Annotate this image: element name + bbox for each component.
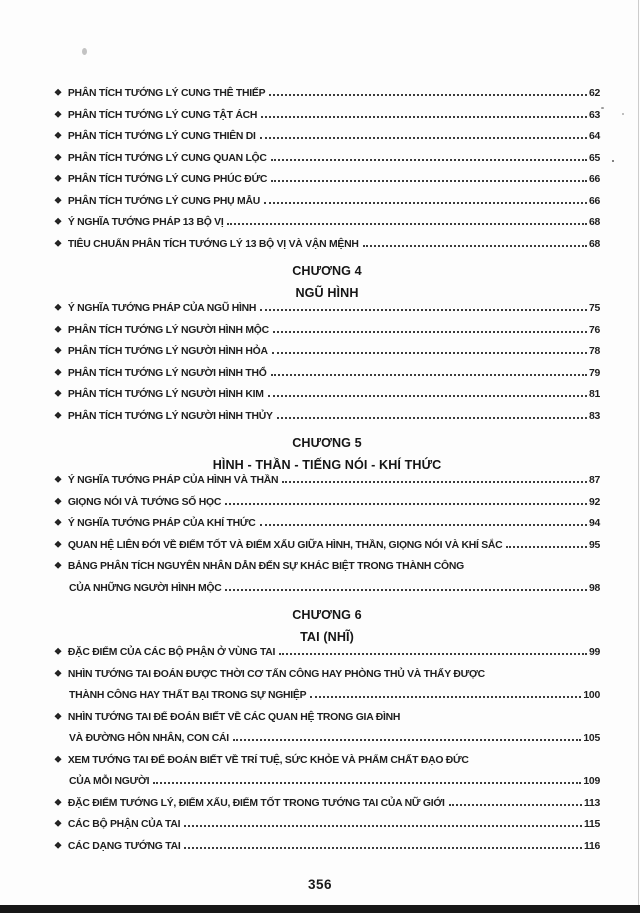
toc-page-number: 94: [588, 518, 600, 529]
toc-entry-label: PHÂN TÍCH TƯỚNG LÝ CUNG THÊ THIẾP: [67, 88, 266, 99]
chapter-heading: CHƯƠNG 5: [292, 436, 362, 450]
dotted-leader: [225, 503, 587, 505]
chapter-heading: CHƯƠNG 4: [292, 264, 362, 278]
toc-entry-line: [54, 389, 600, 411]
toc-page-number: 76: [588, 324, 600, 336]
toc-entry-label: CÁC BỘ PHẬN CỦA TAI: [67, 819, 181, 830]
toc-entry-line: [54, 110, 600, 132]
toc-entry-label: CỦA MỖI NGƯỜI: [69, 776, 150, 787]
toc-page-number: 81: [588, 389, 600, 400]
dotted-leader: [271, 180, 587, 182]
dotted-leader: [260, 524, 587, 526]
dotted-leader: [282, 481, 587, 483]
toc-page-number: 66: [588, 195, 600, 207]
diamond-bullet-icon: ❖: [54, 410, 62, 420]
dotted-leader: [271, 159, 587, 161]
toc-entry-line: [54, 540, 600, 562]
toc-page-number: 109: [583, 776, 600, 787]
toc-page-number: 65: [588, 152, 600, 164]
toc-entry-line: [54, 497, 600, 519]
diamond-bullet-icon: ❖: [54, 345, 62, 356]
toc-page-number: 116: [583, 840, 600, 852]
toc-page-number: 79: [588, 367, 600, 379]
dotted-leader: [277, 417, 587, 419]
toc-page-number: 64: [588, 131, 600, 142]
diamond-bullet-icon: ❖: [54, 496, 62, 506]
toc-page-number: 100: [583, 690, 600, 701]
dotted-leader: [269, 94, 587, 96]
toc-entry-line: [54, 712, 600, 734]
toc-entry-line: [54, 196, 600, 218]
toc-entry-label: PHÂN TÍCH TƯỚNG LÝ CUNG PHỤ MẪU: [67, 195, 260, 207]
diamond-bullet-icon: ❖: [54, 238, 62, 248]
toc-page-number: 63: [588, 109, 600, 121]
dotted-leader: [310, 696, 581, 698]
toc-entry-line: [54, 690, 600, 712]
toc-page-number: 75: [588, 303, 600, 314]
toc-entry-line: [54, 583, 600, 605]
dotted-leader: [225, 589, 586, 591]
dotted-leader: [260, 137, 587, 139]
scan-artifact: [601, 107, 604, 109]
toc-entry-label: PHÂN TÍCH TƯỚNG LÝ CUNG PHÚC ĐỨC: [67, 174, 268, 185]
toc-entry-label: PHÂN TÍCH TƯỚNG LÝ NGƯỜI HÌNH KIM: [67, 389, 264, 400]
toc-entry-label: PHÂN TÍCH TƯỚNG LÝ NGƯỜI HÌNH MỘC: [67, 324, 269, 336]
toc-entry-line: [54, 475, 600, 497]
diamond-bullet-icon: ❖: [54, 539, 62, 549]
scan-edge-band: [0, 905, 640, 913]
toc-entry-line: [54, 411, 600, 433]
toc-page-number: 115: [583, 819, 600, 830]
toc-page-number: 92: [588, 496, 600, 508]
dotted-leader: [363, 245, 587, 247]
toc-entry-line: [54, 303, 600, 325]
toc-entry-line: [54, 346, 600, 368]
chapter-subtitle: HÌNH - THẦN - TIẾNG NÓI - KHÍ THỨC: [212, 457, 442, 472]
toc-entry-line: [54, 755, 600, 777]
toc-entry-line: [54, 153, 600, 175]
toc-entry-label: Ý NGHĨA TƯỚNG PHÁP CỦA NGŨ HÌNH: [67, 303, 257, 314]
toc-entry-label: PHÂN TÍCH TƯỚNG LÝ CUNG QUAN LỘC: [67, 152, 267, 164]
diamond-bullet-icon: ❖: [54, 87, 62, 98]
dotted-leader: [261, 116, 587, 118]
diamond-bullet-icon: ❖: [54, 646, 62, 657]
toc-entry-line: [54, 561, 600, 583]
dotted-leader: [268, 395, 587, 397]
diamond-bullet-icon: ❖: [54, 840, 62, 850]
toc-page-number: 113: [583, 797, 600, 809]
toc-entry-line: [54, 776, 600, 798]
toc-entry-label: BẢNG PHÂN TÍCH NGUYÊN NHÂN DẪN ĐẾN SỰ KHÁC BIỆT TRONG THÀNH CÔNG: [67, 561, 464, 572]
toc-entry-label: PHÂN TÍCH TƯỚNG LÝ CUNG TẬT ÁCH: [67, 109, 258, 121]
diamond-bullet-icon: ❖: [54, 797, 62, 807]
dotted-leader: [264, 202, 587, 204]
toc-entry-label: CỦA NHỮNG NGƯỜI HÌNH MỘC: [69, 582, 222, 594]
toc-entry-label: ĐẶC ĐIỂM TƯỚNG LÝ, ĐIỂM XẤU, ĐIỂM TỐT TRONG TƯỚNG TAI CỦA NỮ GIỚI: [67, 797, 445, 809]
toc-entry-label: Ý NGHĨA TƯỚNG PHÁP CỦA KHÍ THỨC: [67, 518, 256, 529]
diamond-bullet-icon: ❖: [54, 754, 62, 764]
dotted-leader: [233, 739, 581, 741]
toc-entry-line: [54, 239, 600, 261]
diamond-bullet-icon: ❖: [54, 324, 62, 334]
toc-entry-label: PHÂN TÍCH TƯỚNG LÝ NGƯỜI HÌNH THỦY: [67, 410, 273, 422]
toc-entry-label: QUAN HỆ LIÊN ĐỚI VỀ ĐIỂM TỐT VÀ ĐIỂM XẤU GIỮA HÌNH, THẦN, GIỌNG NÓI VÀ KHÍ SẮC: [67, 539, 503, 551]
dotted-leader: [271, 374, 587, 376]
dotted-leader: [153, 782, 581, 784]
toc-entry-label: CÁC DẠNG TƯỚNG TAI: [67, 840, 181, 852]
dotted-leader: [506, 546, 587, 548]
toc-entry-label: PHÂN TÍCH TƯỚNG LÝ NGƯỜI HÌNH HỎA: [67, 346, 268, 357]
toc-entry-line: [54, 647, 600, 669]
diamond-bullet-icon: ❖: [54, 302, 62, 313]
dotted-leader: [184, 847, 582, 849]
toc-entry-line: [54, 88, 600, 110]
diamond-bullet-icon: ❖: [54, 711, 62, 721]
toc-entry-line: [54, 669, 600, 691]
dotted-leader: [272, 352, 587, 354]
toc-entry-line: [54, 518, 600, 540]
toc-page-number: 95: [588, 539, 600, 551]
toc-entry-line: [54, 368, 600, 390]
toc-entry-label: GIỌNG NÓI VÀ TƯỚNG SỐ HỌC: [67, 496, 222, 508]
chapter-subtitle: NGŨ HÌNH: [295, 285, 359, 300]
toc-entry-line: [54, 733, 600, 755]
diamond-bullet-icon: ❖: [54, 195, 62, 205]
toc-entry-label: NHÌN TƯỚNG TAI ĐỂ ĐOÁN BIẾT VỀ CÁC QUAN HỆ TRONG GIA ĐÌNH: [67, 711, 401, 723]
diamond-bullet-icon: ❖: [54, 474, 62, 485]
toc-page-number: 66: [588, 174, 600, 185]
dotted-leader: [260, 309, 587, 311]
toc-entry-label: VÀ ĐƯỜNG HÔN NHÂN, CON CÁI: [69, 733, 229, 744]
diamond-bullet-icon: ❖: [54, 668, 62, 678]
diamond-bullet-icon: ❖: [54, 818, 62, 829]
diamond-bullet-icon: ❖: [54, 173, 62, 184]
scan-artifact: [622, 113, 624, 115]
toc-entry-label: XEM TƯỚNG TAI ĐỂ ĐOÁN BIẾT VỀ TRÍ TUỆ, SỨC KHỎE VÀ PHẨM CHẤT ĐẠO ĐỨC: [67, 754, 469, 766]
toc-page-number: 68: [588, 238, 600, 250]
toc-entry-line: [54, 841, 600, 863]
toc-page-number: 62: [588, 88, 600, 99]
diamond-bullet-icon: ❖: [54, 130, 62, 141]
diamond-bullet-icon: ❖: [54, 367, 62, 377]
chapter-heading: CHƯƠNG 6: [292, 608, 362, 622]
dotted-leader: [273, 331, 587, 333]
footer-page-number: 356: [307, 877, 333, 892]
toc-entry-label: Ý NGHĨA TƯỚNG PHÁP CỦA HÌNH VÀ THẦN: [67, 475, 279, 486]
toc-entry-line: [54, 217, 600, 239]
diamond-bullet-icon: ❖: [54, 560, 62, 571]
diamond-bullet-icon: ❖: [54, 152, 62, 162]
toc-entry-label: TIÊU CHUẨN PHÂN TÍCH TƯỚNG LÝ 13 BỘ VỊ VÀ VẬN MỆNH: [67, 238, 359, 250]
toc-entry-line: [54, 174, 600, 196]
toc-entry-label: Ý NGHĨA TƯỚNG PHÁP 13 BỘ VỊ: [67, 217, 224, 228]
toc-entry-line: [54, 819, 600, 841]
toc-page-number: 83: [588, 410, 600, 422]
toc-entry-line: [54, 131, 600, 153]
toc-entry-line: [54, 798, 600, 820]
toc-entry-label: PHÂN TÍCH TƯỚNG LÝ CUNG THIÊN DI: [67, 131, 256, 142]
toc-page-number: 68: [588, 217, 600, 228]
diamond-bullet-icon: ❖: [54, 109, 62, 119]
dotted-leader: [279, 653, 587, 655]
toc-page-number: 78: [588, 346, 600, 357]
toc-entry-label: PHÂN TÍCH TƯỚNG LÝ NGƯỜI HÌNH THỔ: [67, 367, 267, 379]
toc-entry-line: [54, 325, 600, 347]
page-edge-line: [638, 0, 639, 905]
table-of-contents: [54, 88, 600, 862]
toc-entry-label: NHÌN TƯỚNG TAI ĐOÁN ĐƯỢC THỜI CƠ TẤN CÔNG HAY PHÒNG THỦ VÀ THẤY ĐƯỢC: [67, 668, 485, 680]
diamond-bullet-icon: ❖: [54, 216, 62, 227]
scan-artifact: [82, 48, 87, 55]
toc-page-number: 98: [588, 582, 600, 594]
toc-page-number: 87: [588, 475, 600, 486]
scan-artifact: [612, 160, 614, 162]
dotted-leader: [184, 825, 582, 827]
toc-page-number: 99: [588, 647, 600, 658]
toc-entry-label: ĐẶC ĐIỂM CỦA CÁC BỘ PHẬN Ở VÙNG TAI: [67, 647, 276, 658]
toc-entry-label: THÀNH CÔNG HAY THẤT BẠI TRONG SỰ NGHIỆP: [69, 690, 307, 701]
toc-page-number: 105: [583, 733, 600, 744]
diamond-bullet-icon: ❖: [54, 517, 62, 528]
chapter-subtitle: TAI (NHĨ): [300, 629, 354, 644]
dotted-leader: [227, 223, 586, 225]
dotted-leader: [449, 804, 582, 806]
diamond-bullet-icon: ❖: [54, 388, 62, 399]
